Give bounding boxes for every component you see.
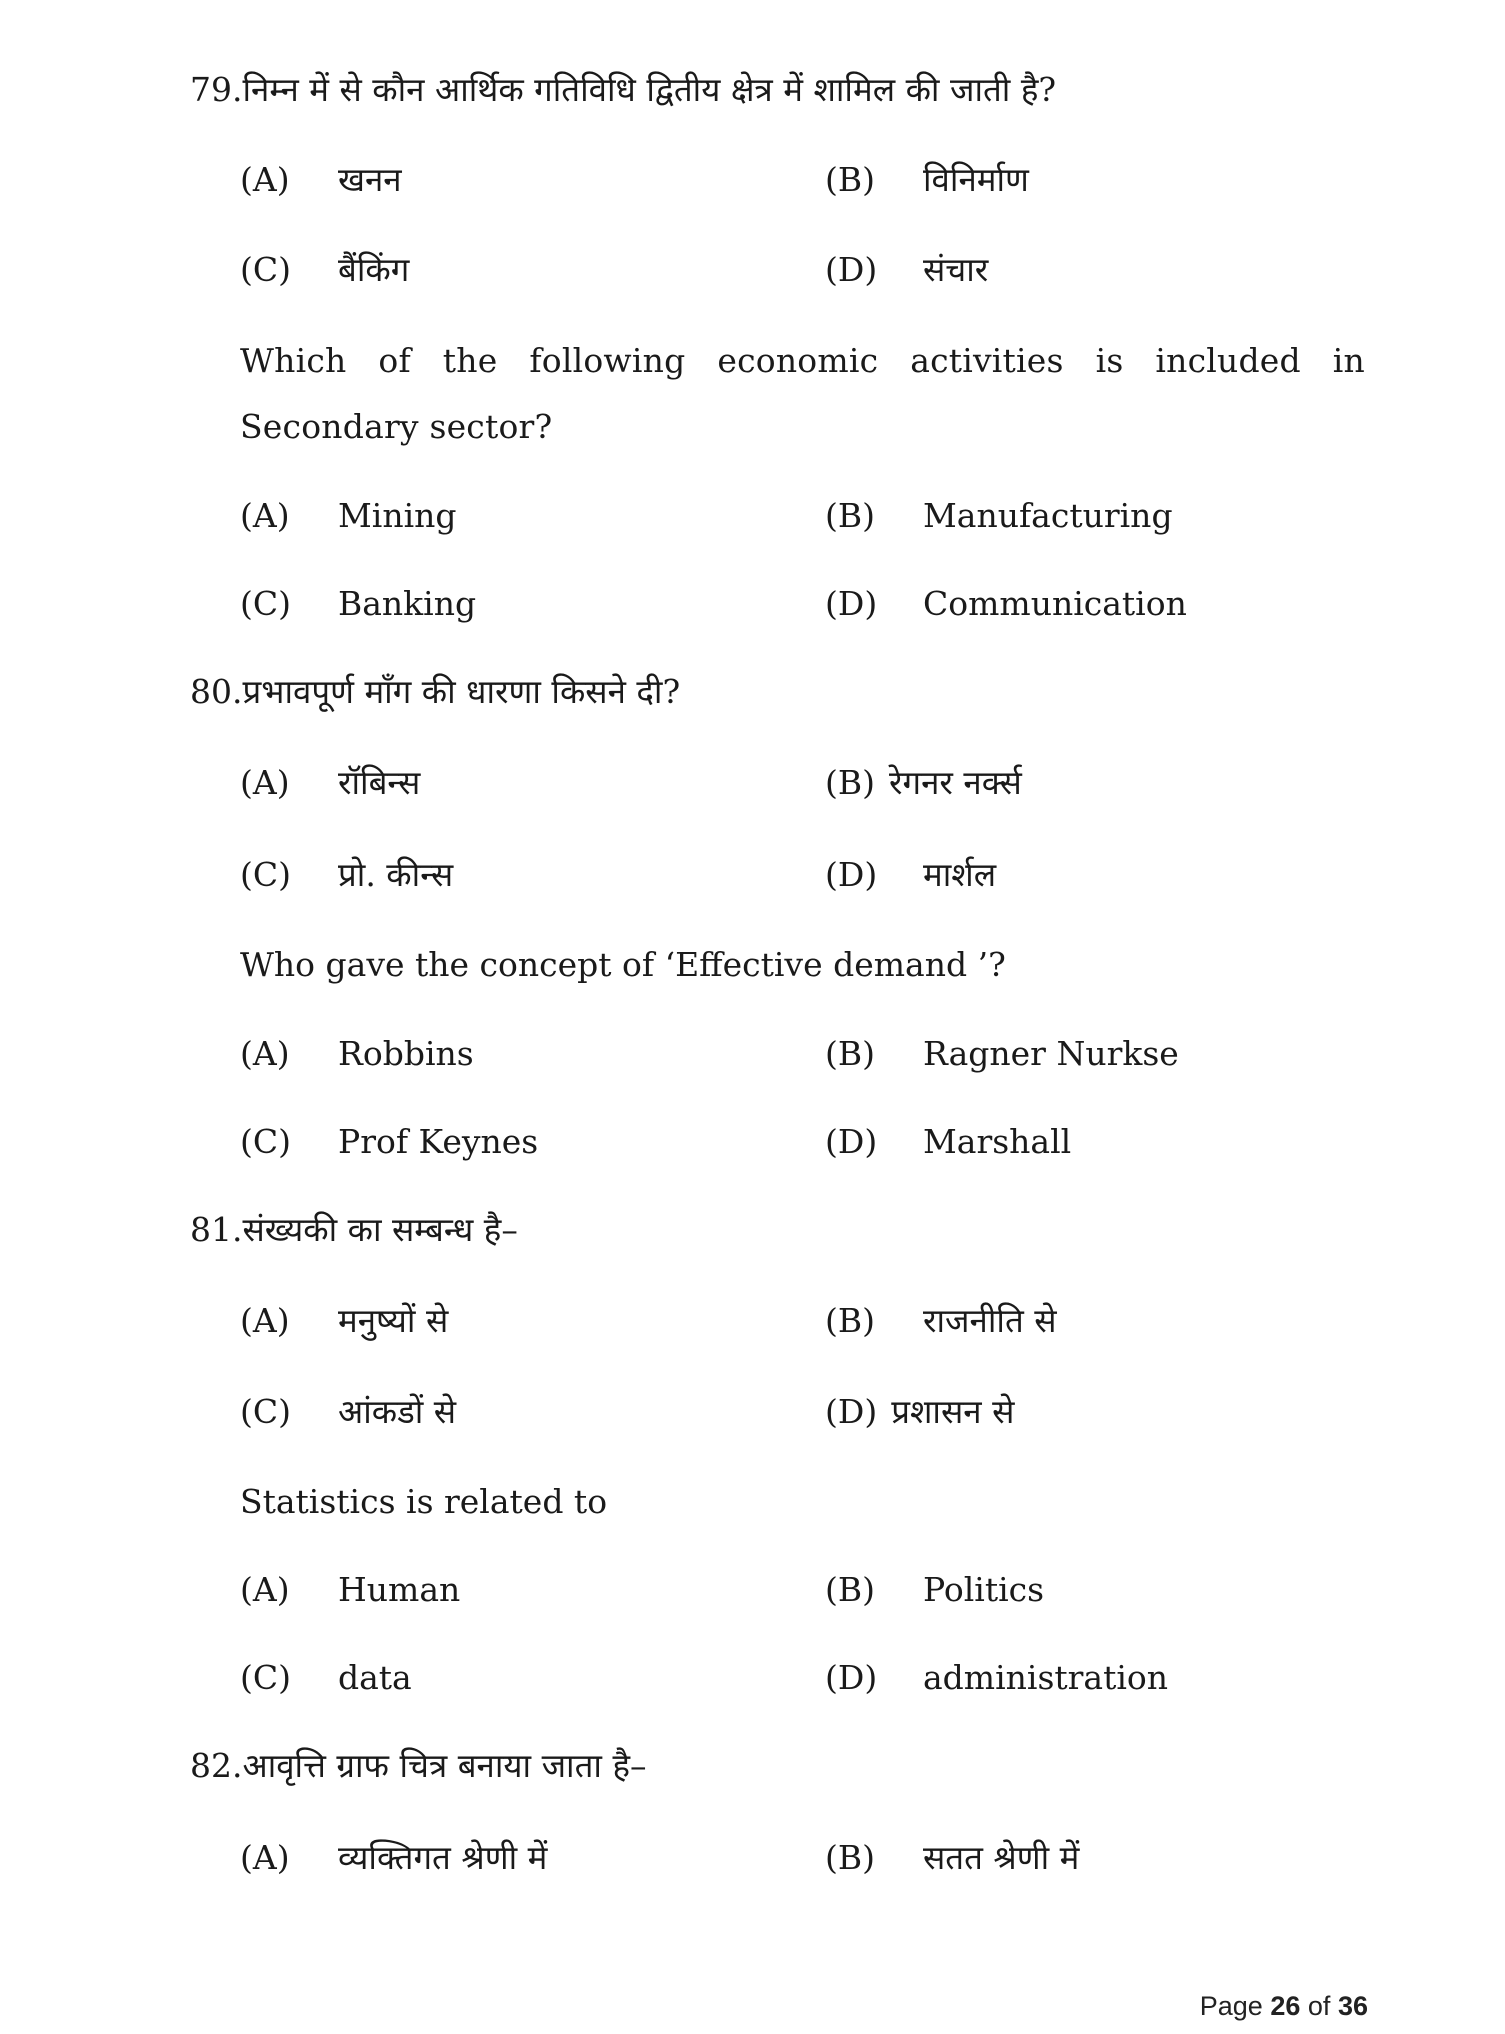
q81-hi-option-b: (B) राजनीति से <box>825 1301 1057 1340</box>
q79-en-option-d: (D) Communication <box>825 584 1187 623</box>
q80-hi-option-d: (D) मार्शल <box>825 855 997 894</box>
q81-hi-option-d: (D) प्रशासन से <box>825 1392 1015 1431</box>
page-number: Page 26 of 36 <box>1199 1991 1368 2021</box>
q79-en-option-b: (B) Manufacturing <box>825 496 1173 535</box>
question-80-english: Who gave the concept of ‘Effective demand ’? <box>240 945 1006 984</box>
q82-hi-option-b: (B) सतत श्रेणी में <box>825 1838 1080 1877</box>
question-81-hindi: 81.संख्यकी का सम्बन्ध है– <box>190 1210 518 1249</box>
q80-en-option-b: (B) Ragner Nurkse <box>825 1034 1179 1073</box>
q79-en-option-c: (C) Banking <box>240 584 477 623</box>
q79-en-option-a: (A) Mining <box>240 496 457 535</box>
q80-en-option-d: (D) Marshall <box>825 1122 1072 1161</box>
question-79-english: Which of the following economic activities is included in Secondary sector? <box>240 341 1365 446</box>
q80-hi-option-c: (C) प्रो. कीन्स <box>240 855 454 894</box>
q80-en-option-c: (C) Prof Keynes <box>240 1122 539 1161</box>
q81-en-option-c: (C) data <box>240 1658 412 1697</box>
question-79-hindi: 79.निम्न में से कौन आर्थिक गतिविधि द्वितीय क्षेत्र में शामिल की जाती है? <box>190 70 1057 109</box>
q81-hi-option-c: (C) आंकडों से <box>240 1392 457 1431</box>
question-81-english: Statistics is related to <box>240 1482 608 1521</box>
q81-en-option-d: (D) administration <box>825 1658 1169 1697</box>
question-80-hindi: 80.प्रभावपूर्ण माँग की धारणा किसने दी? <box>190 672 681 711</box>
q81-en-option-b: (B) Politics <box>825 1570 1045 1609</box>
q80-en-option-a: (A) Robbins <box>240 1034 474 1073</box>
q79-hi-option-a: (A) खनन <box>240 160 402 199</box>
q79-hi-option-b: (B) विनिर्माण <box>825 160 1029 199</box>
q81-en-option-a: (A) Human <box>240 1570 461 1609</box>
q80-hi-option-a: (A) रॉबिन्स <box>240 763 421 802</box>
q81-hi-option-a: (A) मनुष्यों से <box>240 1301 449 1340</box>
q82-hi-option-a: (A) व्यक्तिगत श्रेणी में <box>240 1838 548 1877</box>
q79-hi-option-d: (D) संचार <box>825 250 989 289</box>
q80-hi-option-b: (B) रेगनर नर्क्स <box>825 763 1022 802</box>
q79-hi-option-c: (C) बैंकिंग <box>240 250 410 289</box>
question-82-hindi: 82.आवृत्ति ग्राफ चित्र बनाया जाता है– <box>190 1746 647 1785</box>
